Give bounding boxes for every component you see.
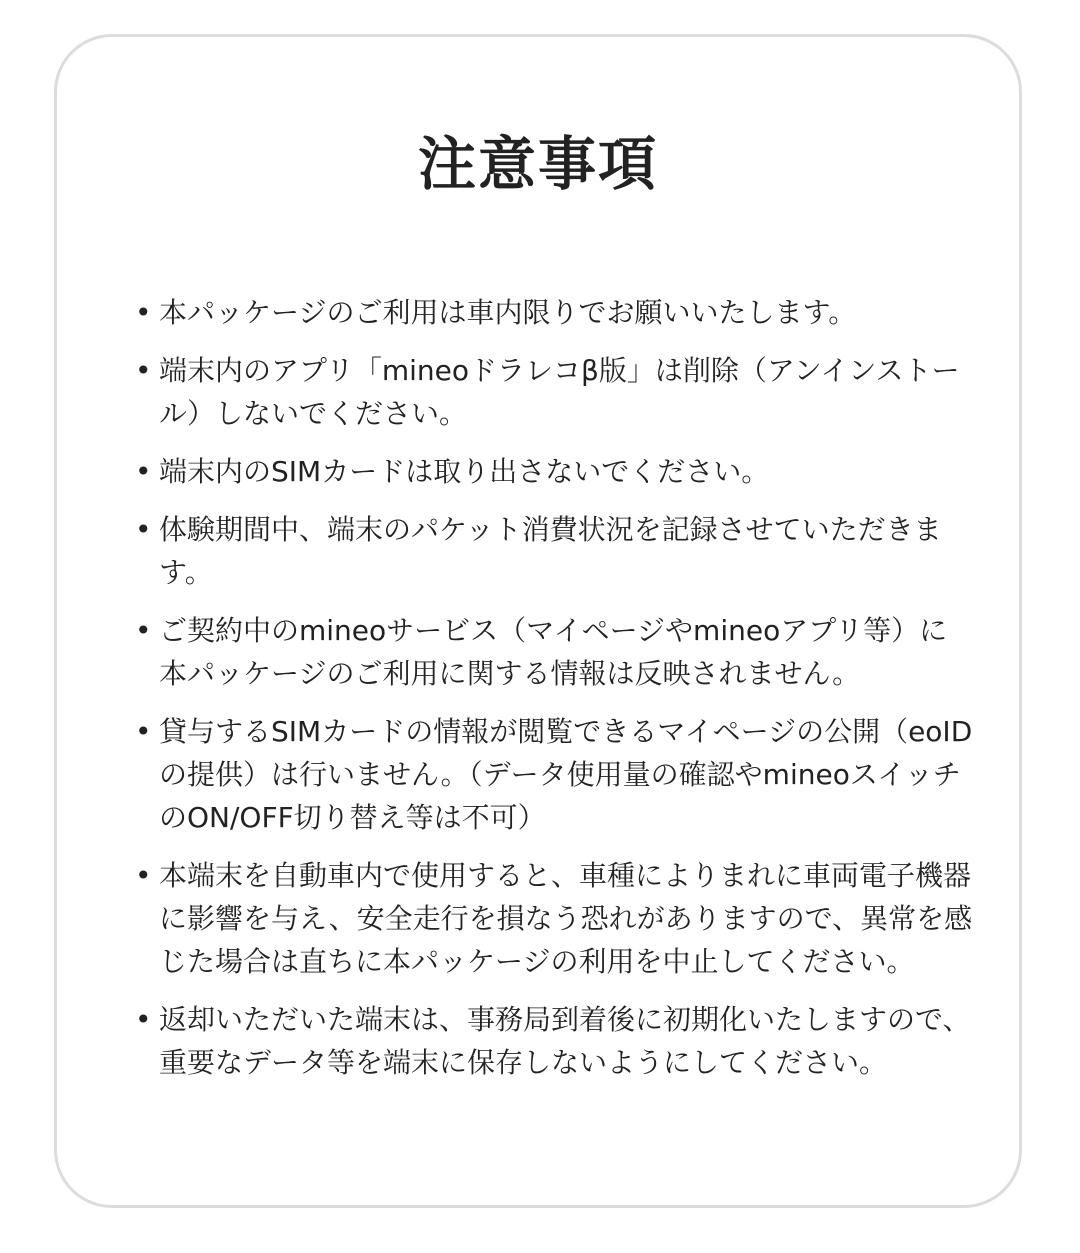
notice-title: 注意事項 (417, 130, 658, 198)
notice-item-text: 返却いただいた端末は、事務局到着後に初期化いたしますので、重要なデータ等を端末に保存しないようにしてください。 (159, 1003, 971, 1079)
bullet-icon: • (135, 715, 152, 748)
bullet-icon: • (135, 614, 152, 647)
notice-card (54, 34, 1022, 1208)
notice-item-2 (135, 349, 973, 435)
notice-item-7 (135, 854, 973, 983)
notice-item-text: 本パッケージのご利用は車内限りでお願いいたします。 (159, 296, 857, 329)
notice-item-1 (135, 291, 973, 334)
bullet-icon: • (135, 513, 152, 546)
notice-item-text: 端末内のアプリ「mineoドラレコβ版」は削除（アンインストール）しないでください。 (159, 354, 960, 430)
notice-item-text: 本端末を自動車内で使用すると、車種によりまれに車両電子機器に影響を与え、安全走行を損なう恐れがありますので、異常を感じた場合は直ちに本パッケージの利用を中止してください。 (159, 859, 973, 978)
notice-item-5 (135, 609, 973, 695)
bullet-icon: • (135, 859, 152, 892)
bullet-icon: • (135, 354, 152, 387)
notice-item-text: ご契約中のmineoサービス（マイページやmineoアプリ等）に本パッケージのご利用に関する情報は反映されません。 (159, 614, 948, 690)
notice-item-text: 端末内のSIMカードは取り出さないでください。 (159, 455, 770, 488)
notice-item-8 (135, 998, 973, 1084)
notice-item-6 (135, 710, 973, 839)
notice-item-text: 貸与するSIMカードの情報が閲覧できるマイページの公開（eoIDの提供）は行いません。（データ使用量の確認やmineoスイッチのON/OFF切り替え等は不可） (159, 715, 973, 834)
notice-list (135, 291, 973, 1099)
bullet-icon: • (135, 1003, 152, 1036)
notice-item-3 (135, 450, 973, 493)
notice-item-text: 体験期間中、端末のパケット消費状況を記録させていただきます。 (159, 513, 942, 589)
bullet-icon: • (135, 296, 152, 329)
notice-item-4 (135, 508, 973, 594)
bullet-icon: • (135, 455, 152, 488)
